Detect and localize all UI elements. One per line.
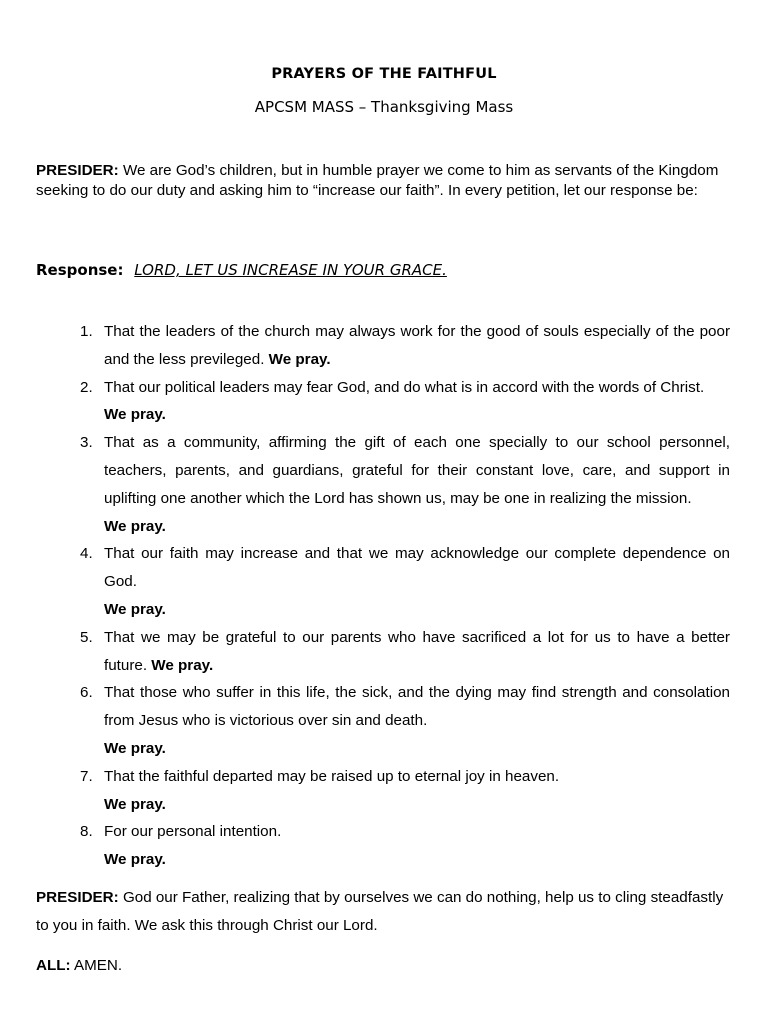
petition-response: We pray. bbox=[104, 795, 166, 813]
closing-speaker-label: PRESIDER: bbox=[36, 889, 119, 906]
response-label: Response: bbox=[36, 261, 124, 279]
petition-number: 4. bbox=[80, 545, 93, 563]
petition-text: That the leaders of the church may always work for the good of souls especially of the poor and the less previleged. bbox=[104, 323, 730, 368]
petition-number: 3. bbox=[80, 434, 93, 452]
petition-text: For our personal intention. bbox=[104, 823, 282, 841]
all-speaker-label: ALL: bbox=[36, 957, 71, 974]
petition-response: We pray. bbox=[104, 851, 166, 869]
petition-list bbox=[0, 318, 768, 874]
intro-speaker-label: PRESIDER: bbox=[36, 162, 119, 179]
petition-text: That our political leaders may fear God, and do what is in accord with the words of Christ. bbox=[104, 378, 705, 396]
petition-number: 6. bbox=[80, 684, 93, 702]
petition-item bbox=[0, 540, 768, 623]
response-text: LORD, LET US INCREASE IN YOUR GRACE. bbox=[134, 261, 447, 279]
petition-text: That those who suffer in this life, the sick, and the dying may find strength and consolation from Jesus who is victorious over sin and death. bbox=[104, 684, 730, 730]
petition-item bbox=[0, 763, 768, 819]
petition-response: We pray. bbox=[104, 600, 166, 618]
petition-number: 8. bbox=[80, 823, 93, 841]
petition-item bbox=[0, 318, 768, 374]
petition-text: That the faithful departed may be raised up to eternal joy in heaven. bbox=[104, 767, 560, 785]
petition-response: We pray. bbox=[104, 406, 166, 424]
petition-number: 2. bbox=[80, 378, 93, 396]
presider-intro bbox=[36, 161, 736, 201]
document-title: PRAYERS OF THE FAITHFUL bbox=[271, 66, 497, 82]
intro-text: We are God’s children, but in humble prayer we come to him as servants of the Kingdom seeking to do our duty and asking him to “increase our faith”. In every petition, let our response be: bbox=[36, 162, 719, 199]
petition-number: 5. bbox=[80, 628, 93, 646]
closing-text: God our Father, realizing that by ourselves we can do nothing, help us to cling steadfastly to you in faith. We ask this through Christ our Lord. bbox=[36, 889, 724, 934]
petition-item bbox=[0, 818, 768, 874]
petition-item bbox=[0, 429, 768, 540]
petition-item bbox=[0, 374, 768, 430]
petition-number: 7. bbox=[80, 767, 93, 785]
response-line bbox=[36, 261, 736, 279]
petition-text: That we may be grateful to our parents who have sacrificed a lot for us to have a better future. bbox=[104, 628, 730, 674]
petition-item bbox=[0, 679, 768, 762]
petition-response: We pray. bbox=[268, 350, 331, 368]
petition-number: 1. bbox=[80, 323, 93, 340]
petition-response: We pray. bbox=[104, 517, 166, 535]
all-response bbox=[36, 952, 122, 980]
all-text: AMEN. bbox=[73, 957, 123, 974]
petition-response: We pray. bbox=[104, 739, 166, 757]
petition-response: We pray. bbox=[151, 656, 214, 674]
presider-closing bbox=[36, 884, 736, 940]
petition-item bbox=[0, 624, 768, 680]
petition-text: That our faith may increase and that we may acknowledge our complete dependence on God. bbox=[104, 545, 730, 591]
petition-text: That as a community, affirming the gift of each one specially to our school personnel, teachers, parents, and guardians, grateful for their constant love, care, and support in uplifting one another which the Lord has shown us, may be one in realizing the mission. bbox=[104, 434, 730, 507]
document-subtitle: APCSM MASS – Thanksgiving Mass bbox=[254, 98, 514, 116]
